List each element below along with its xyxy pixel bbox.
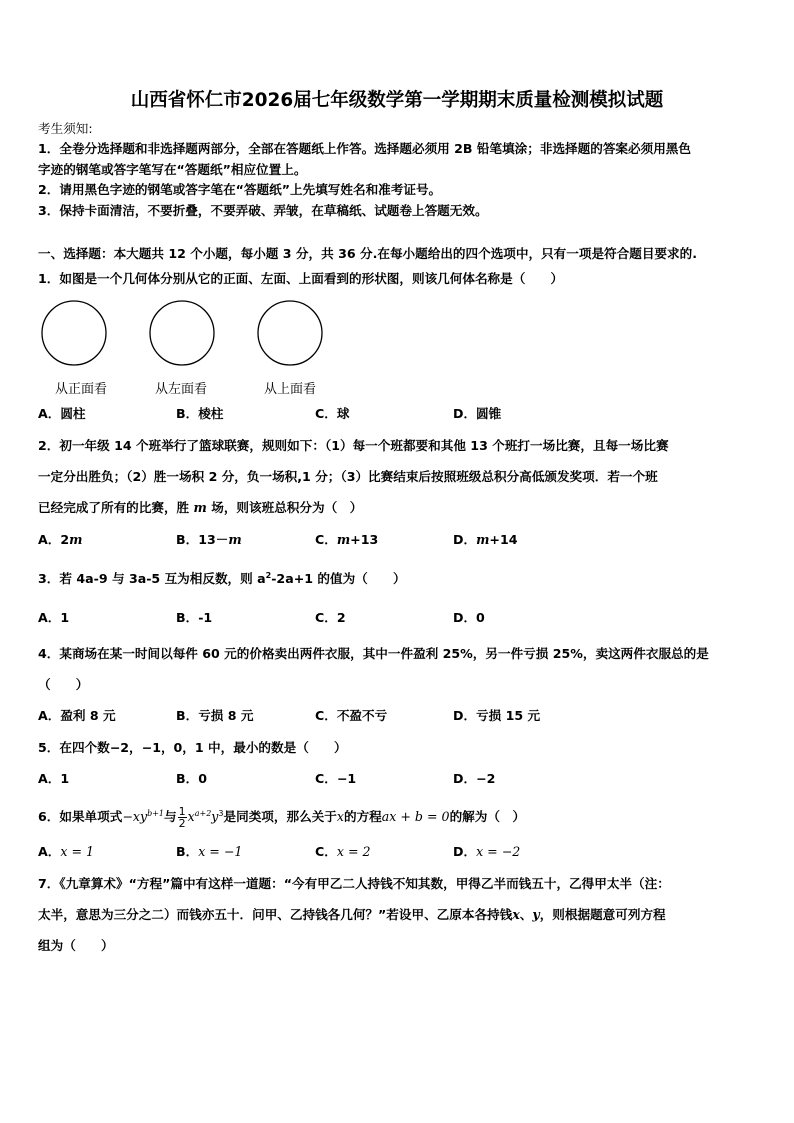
q7-line-1: 7．《九章算术》“方程”篇中有这样一道题：“今有甲乙二人持钱不知其数，甲得乙半而钱五十，乙得甲太半（注： (38, 876, 670, 891)
q3-option-c: C．2 (315, 610, 346, 625)
q4-line-2: （ ） (38, 677, 89, 692)
q2-option-d: D．m+14 (453, 532, 518, 547)
q5-option-b: B．0 (176, 771, 207, 786)
q2-line-1: 2．初一年级 14 个班举行了篮球联赛，规则如下：（1）每一个班都要和其他 13 个班打一场比赛，且每一场比赛 (38, 438, 669, 453)
q2-option-b: B．13－m (176, 532, 242, 547)
q5-option-c: C．−1 (315, 771, 357, 786)
q1-option-c: C．球 (315, 406, 350, 421)
q6-stem: 6．如果单项式$-xy^{b+1}$与 $\frac{1}{2}$ $x^{a+2}y^3$是同类项，那么关于x的方程ax + b = 0的解为（ ） (38, 805, 526, 831)
q2-option-c: C．m+13 (315, 532, 379, 547)
q2-line-2: 一定分出胜负；（2）胜一场积 2 分，负一场积,1 分；（3）比赛结束后按照班级总积分高低颁发奖项．若一个班 (38, 469, 658, 484)
top-view-circle (258, 301, 322, 365)
q1-option-a: A．圆柱 (38, 406, 86, 421)
q4-line-1: 4．某商场在某一时间以每件 60 元的价格卖出两件衣服，其中一件盈利 25%，另一件亏损 25%，卖这两件衣服总的是 (38, 646, 709, 661)
q4-option-c: C．不盈不亏 (315, 708, 388, 723)
q3-option-a: A．1 (38, 610, 70, 625)
left-view-circle (150, 301, 214, 365)
q6-option-c: C．x = 2 (315, 844, 371, 859)
q6-option-a: A．x = 1 (38, 844, 95, 859)
q1-views-figure (38, 298, 338, 370)
q5-stem: 5．在四个数−2，−1，0，1 中，最小的数是（ ） (38, 740, 347, 755)
section-heading: 一、选择题：本大题共 12 个小题，每小题 3 分，共 36 分.在每小题给出的四个选项中，只有一项是符合题目要求的. (38, 246, 698, 261)
q6-option-d: D．x = −2 (453, 844, 521, 859)
q4-option-b: B．亏损 8 元 (176, 708, 254, 723)
note-3: 3．保持卡面清洁，不要折叠，不要弄破、弄皱，在草稿纸、试题卷上答题无效。 (38, 203, 488, 218)
front-view-circle (42, 301, 106, 365)
q4-option-d: D．亏损 15 元 (453, 708, 541, 723)
q5-option-d: D．−2 (453, 771, 496, 786)
notes-heading: 考生须知: (38, 121, 93, 136)
q5-option-a: A．1 (38, 771, 70, 786)
q3-option-d: D．0 (453, 610, 485, 625)
q3-option-b: B．-1 (176, 610, 213, 625)
q1-option-d: D．圆锥 (453, 406, 502, 421)
note-2: 2．请用黑色字迹的钢笔或答字笔在“答题纸”上先填写姓名和准考证号。 (38, 182, 442, 197)
q3-stem: 3．若 4a-9 与 3a-5 互为相反数，则 $a^2-2a+1$ 的值为（ ） (38, 571, 406, 587)
page-title: 山西省怀仁市2026届七年级数学第一学期期末质量检测模拟试题 (130, 90, 664, 111)
q2-line-3: 已经完成了所有的比赛，胜 m 场，则该班总积分为（ ） (38, 500, 363, 515)
q1-stem: 1．如图是一个几何体分别从它的正面、左面、上面看到的形状图，则该几何体名称是（ ） (38, 271, 564, 286)
note-1a: 1．全卷分选择题和非选择题两部分，全部在答题纸上作答。选择题必须用 2B 铅笔填涂；非选择题的答案必须用黑色 (38, 141, 691, 156)
q7-line-2: 太半，意思为三分之二）而钱亦五十．问甲、乙持钱各几何？”若设甲、乙原本各持钱x、y，则根据题意可列方程 (38, 907, 666, 922)
q1-option-b: B．棱柱 (176, 406, 224, 421)
q2-option-a: A．2m (38, 532, 83, 547)
q7-line-3: 组为（ ） (38, 938, 114, 953)
q6-option-b: B．x = −1 (176, 844, 243, 859)
caption-left: 从左面看 (155, 382, 208, 397)
caption-top: 从上面看 (264, 382, 317, 397)
q4-option-a: A．盈利 8 元 (38, 708, 116, 723)
note-1b: 字迹的钢笔或答字笔写在“答题纸”相应位置上。 (38, 162, 307, 177)
caption-front: 从正面看 (55, 382, 108, 397)
